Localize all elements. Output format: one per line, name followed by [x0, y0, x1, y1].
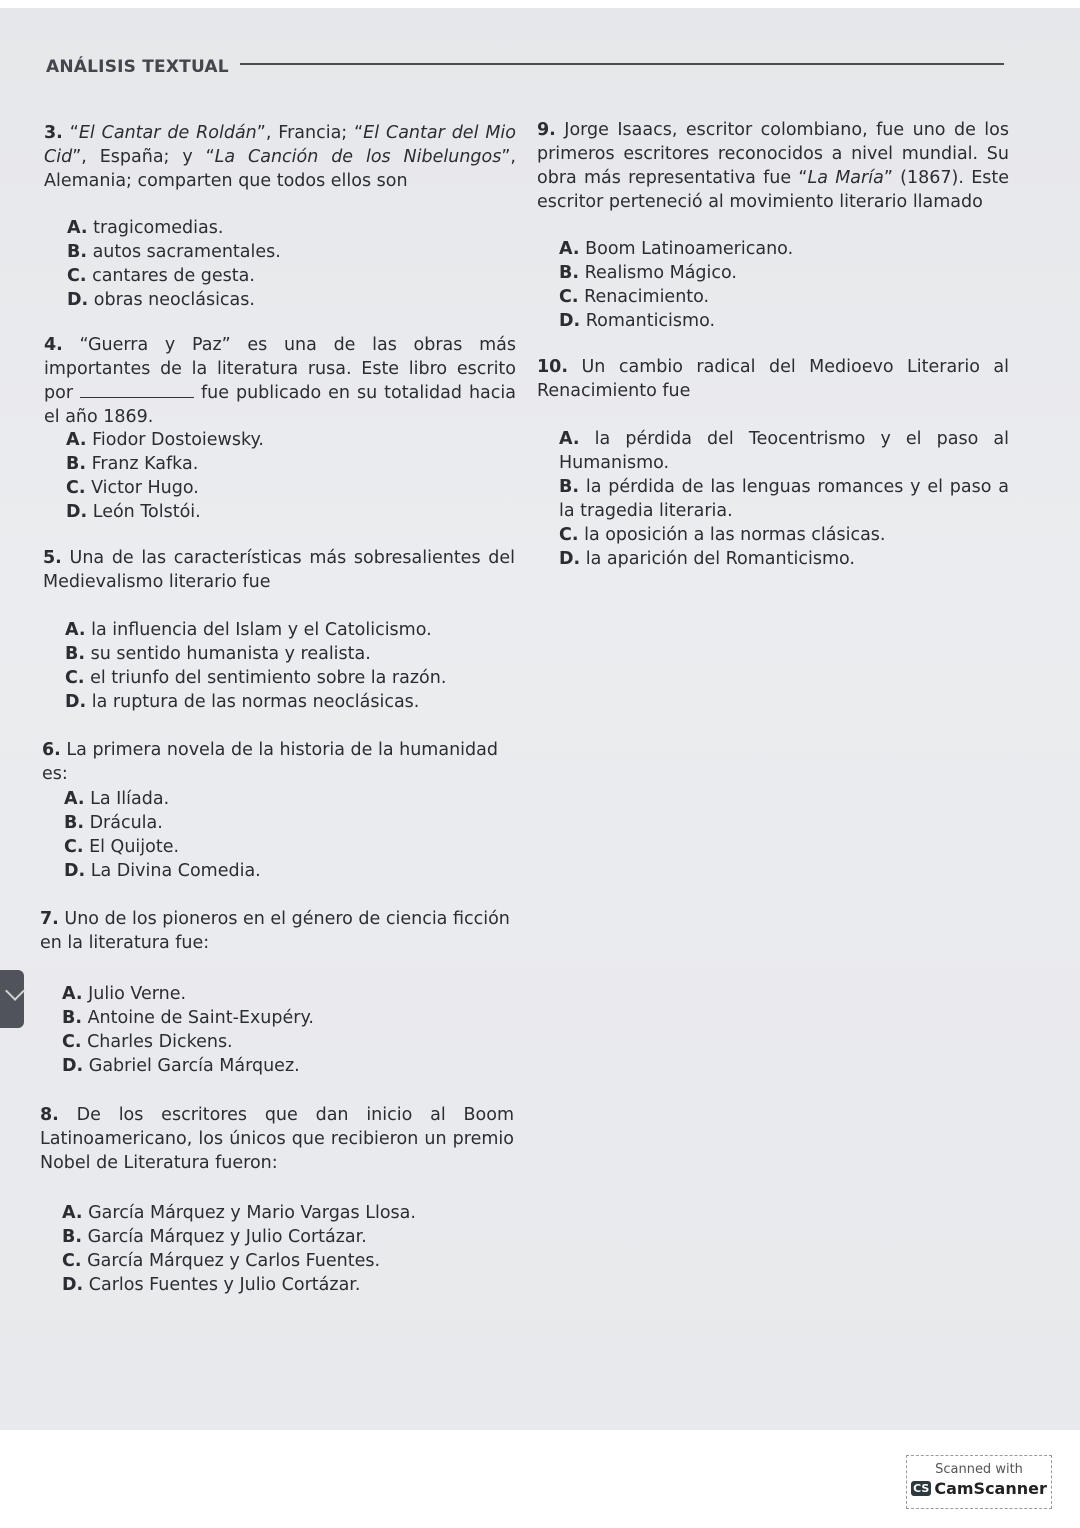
option-b: B. su sentido humanista y realista.: [65, 644, 371, 664]
header-rule: [240, 63, 1004, 65]
question-number: 6.: [42, 740, 61, 760]
option-c: C. García Márquez y Carlos Fuentes.: [62, 1251, 381, 1271]
question-4-options: [66, 428, 506, 524]
option-d: D. Gabriel García Márquez.: [62, 1056, 300, 1076]
top-margin-strip: [0, 0, 1080, 8]
option-d: D. Carlos Fuentes y Julio Cortázar.: [62, 1275, 361, 1295]
camscanner-watermark: [906, 1455, 1052, 1509]
question-number: 4.: [44, 335, 63, 355]
question-10: 10. Un cambio radical del Medioevo Literario al Renacimiento fue: [537, 357, 1009, 401]
option-c: C. la oposición a las normas clásicas.: [559, 525, 886, 545]
option-c: C. cantares de gesta.: [67, 266, 255, 286]
option-b: B. Antoine de Saint-Exupéry.: [62, 1008, 314, 1028]
question-3: 3. “El Cantar de Roldán”, Francia; “El Cantar del Mio Cid”, España; y “La Canción de los Nibelungos”, Alemania; comparten que todos ellos son: [44, 123, 516, 191]
option-a: A. Julio Verne.: [62, 984, 187, 1004]
binder-tab: [0, 970, 24, 1028]
option-d: D. Romanticismo.: [559, 311, 716, 331]
question-number: 3.: [44, 123, 63, 143]
question-3-options: [67, 216, 507, 312]
option-a: A. la influencia del Islam y el Catolicismo.: [65, 620, 432, 640]
answer-blank: [80, 383, 194, 398]
option-a: A. tragicomedias.: [67, 218, 224, 238]
option-b: B. Realismo Mágico.: [559, 263, 737, 283]
option-a: A. La Ilíada.: [64, 789, 170, 809]
option-b: B. Franz Kafka.: [66, 454, 199, 474]
option-b: B. la pérdida de las lenguas romances y el paso a la tragedia literaria.: [559, 477, 1009, 521]
option-c: C. Charles Dickens.: [62, 1032, 233, 1052]
option-d: D. León Tolstói.: [66, 502, 201, 522]
question-7: 7. Uno de los pioneros en el género de ciencia ficción en la literatura fue:: [40, 909, 510, 953]
option-a: A. Boom Latinoamericano.: [559, 239, 794, 259]
option-b: B. autos sacramentales.: [67, 242, 281, 262]
option-a: A. la pérdida del Teocentrismo y el paso al Humanismo.: [559, 429, 1009, 473]
question-number: 8.: [40, 1105, 59, 1125]
option-c: C. el triunfo del sentimiento sobre la razón.: [65, 668, 447, 688]
question-6-options: [64, 787, 504, 883]
question-number: 9.: [537, 120, 556, 140]
question-9: 9. Jorge Isaacs, escritor colombiano, fue uno de los primeros escritores reconocidos a nivel mundial. Su obra más representativa fue “La María” (1867). Este escritor perteneció al movimiento literario llamado: [537, 120, 1009, 212]
question-4: 4. “Guerra y Paz” es una de las obras más importantes de la literatura rusa. Este libro escrito por fue publicado en su totalidad hacia el año 1869.: [44, 335, 516, 427]
option-a: A. Fiodor Dostoiewsky.: [66, 430, 264, 450]
question-number: 10.: [537, 357, 569, 377]
question-number: 5.: [43, 548, 62, 568]
option-d: D. obras neoclásicas.: [67, 290, 255, 310]
option-b: B. Drácula.: [64, 813, 163, 833]
option-c: C. Victor Hugo.: [66, 478, 199, 498]
section-title: ANÁLISIS TEXTUAL: [46, 57, 229, 77]
option-a: A. García Márquez y Mario Vargas Llosa.: [62, 1203, 416, 1223]
question-8-options: [62, 1201, 512, 1297]
question-5: 5. Una de las características más sobresalientes del Medievalismo literario fue: [43, 548, 515, 592]
option-d: D. la ruptura de las normas neoclásicas.: [65, 692, 420, 712]
question-8: 8. De los escritores que dan inicio al Boom Latinoamericano, los únicos que recibieron un premio Nobel de Literatura fueron:: [40, 1105, 514, 1173]
question-9-options: [559, 237, 999, 333]
option-c: C. El Quijote.: [64, 837, 180, 857]
option-d: D. La Divina Comedia.: [64, 861, 261, 881]
question-5-options: [65, 618, 515, 714]
question-7-options: [62, 982, 502, 1078]
watermark-brand: CamScanner: [934, 1479, 1047, 1498]
option-b: B. García Márquez y Julio Cortázar.: [62, 1227, 367, 1247]
question-6: 6. La primera novela de la historia de la humanidad es:: [42, 740, 498, 784]
option-c: C. Renacimiento.: [559, 287, 710, 307]
camscanner-logo-icon: CS: [913, 1482, 930, 1495]
option-d: D. la aparición del Romanticismo.: [559, 549, 855, 569]
question-10-options: [559, 427, 1009, 571]
watermark-caption: Scanned with: [935, 1462, 1023, 1477]
question-number: 7.: [40, 909, 59, 929]
